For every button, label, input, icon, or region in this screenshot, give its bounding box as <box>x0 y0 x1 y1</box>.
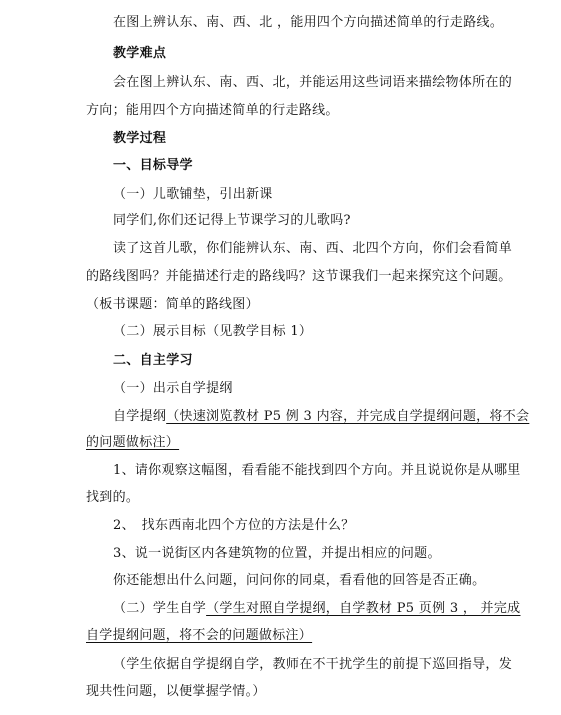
text-line: 同学们,你们还记得上节课学习的儿歌吗? <box>113 213 351 228</box>
text-line: 现共性问题，以便掌握学情。） <box>86 684 266 699</box>
underlined-text: 自学提纲问题，将不会的问题做标注） <box>86 628 313 643</box>
section-heading-self-study: 二、自主学习 <box>113 353 193 368</box>
text-line: 1、请你观察这幅图，看看能不能找到四个方向。并且说说你是从哪里 <box>113 463 521 478</box>
underlined-text: （学生对照自学提纲，自学教材 P5 页例 3 ， 并完成 <box>206 601 521 616</box>
text-line: 2、 找东西南北四个方位的方法是什么？ <box>113 518 355 533</box>
text-line: （一）儿歌铺垫，引出新课 <box>113 187 273 202</box>
text-line: （板书课题：简单的路线图） <box>86 297 259 312</box>
text-line: （二）展示目标（见教学目标 1） <box>113 324 313 339</box>
text-line: （一）出示自学提纲 <box>113 381 233 396</box>
text-span: 自学提纲 <box>113 409 167 424</box>
section-heading-difficulty: 教学难点 <box>113 46 167 61</box>
text-line: 的路线图吗？并能描述行走的路线吗？这节课我们一起来探究这个问题。 <box>86 269 512 284</box>
text-line: 找到的。 <box>86 490 140 505</box>
text-line: 你还能想出什么问题，问问你的同桌，看看他的回答是否正确。 <box>113 573 486 588</box>
underlined-text: 的问题做标注） <box>86 435 180 450</box>
text-line: 会在图上辨认东、南、西、北，并能运用这些词语来描绘物体所在的 <box>113 75 513 90</box>
underlined-text: （快速浏览教材 P5 例 3 内容，并完成自学提纲问题，将不会 <box>166 409 530 424</box>
section-heading-process: 教学过程 <box>113 131 167 146</box>
text-span: （二）学生自学 <box>113 601 207 616</box>
text-line: 3、说一说街区内各建筑物的位置，并提出相应的问题。 <box>113 546 441 561</box>
text-line: 读了这首儿歌，你们能辨认东、南、西、北四个方向，你们会看简单 <box>113 241 513 256</box>
text-line: （学生依据自学提纲自学，教师在不干扰学生的前提下巡回指导，发 <box>113 657 513 672</box>
text-line: 方向；能用四个方向描述简单的行走路线。 <box>86 103 339 118</box>
text-line <box>113 601 520 617</box>
section-heading-goal: 一、目标导学 <box>113 158 193 173</box>
text-line <box>113 409 529 425</box>
text-line: 在图上辨认东、南、西、北 ，能用四个方向描述简单的行走路线。 <box>113 15 504 30</box>
